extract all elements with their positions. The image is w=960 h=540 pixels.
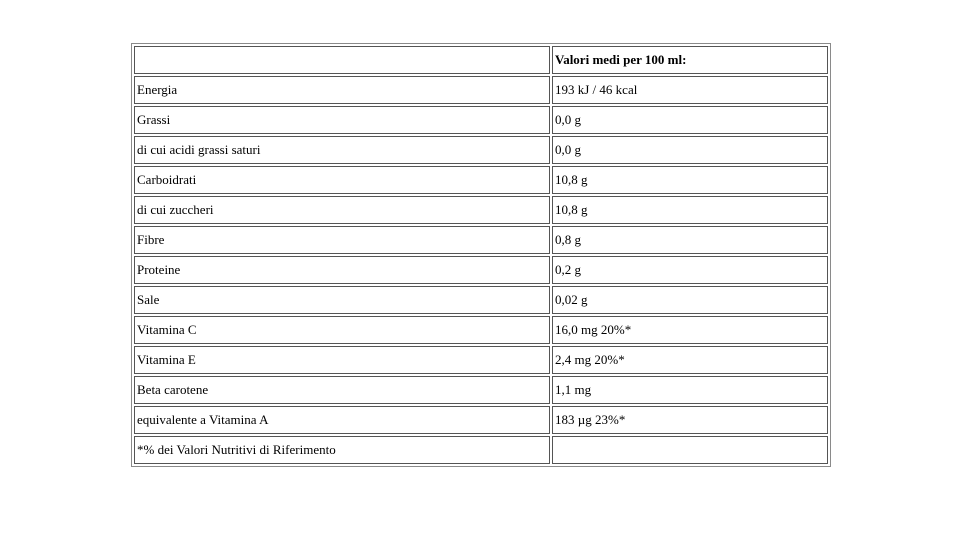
row-value: 10,8 g (552, 166, 828, 194)
row-value: 183 µg 23%* (552, 406, 828, 434)
row-label: Fibre (134, 226, 550, 254)
table-row (134, 376, 828, 404)
footnote-label: *% dei Valori Nutritivi di Riferimento (134, 436, 550, 464)
footnote-value (552, 436, 828, 464)
table-row (134, 196, 828, 224)
table-row (134, 166, 828, 194)
header-label-cell (134, 46, 550, 74)
row-label: Carboidrati (134, 166, 550, 194)
row-label: di cui acidi grassi saturi (134, 136, 550, 164)
table-row (134, 286, 828, 314)
row-label: Energia (134, 76, 550, 104)
table-row (134, 406, 828, 434)
table-header-row (134, 46, 828, 74)
row-value: 10,8 g (552, 196, 828, 224)
row-label: di cui zuccheri (134, 196, 550, 224)
row-value: 0,2 g (552, 256, 828, 284)
row-value: 0,02 g (552, 286, 828, 314)
header-value-cell: Valori medi per 100 ml: (552, 46, 828, 74)
row-value: 0,8 g (552, 226, 828, 254)
nutrition-table-container (131, 43, 831, 467)
table-row (134, 256, 828, 284)
row-label: equivalente a Vitamina A (134, 406, 550, 434)
row-label: Grassi (134, 106, 550, 134)
row-value: 193 kJ / 46 kcal (552, 76, 828, 104)
row-label: Beta carotene (134, 376, 550, 404)
table-row (134, 346, 828, 374)
row-value: 0,0 g (552, 136, 828, 164)
table-row (134, 316, 828, 344)
table-row (134, 226, 828, 254)
row-label: Vitamina C (134, 316, 550, 344)
row-value: 1,1 mg (552, 376, 828, 404)
table-row (134, 136, 828, 164)
row-value: 0,0 g (552, 106, 828, 134)
row-label: Sale (134, 286, 550, 314)
nutrition-table (131, 43, 831, 467)
table-footnote-row (134, 436, 828, 464)
row-value: 16,0 mg 20%* (552, 316, 828, 344)
table-row (134, 76, 828, 104)
row-value: 2,4 mg 20%* (552, 346, 828, 374)
row-label: Vitamina E (134, 346, 550, 374)
table-row (134, 106, 828, 134)
row-label: Proteine (134, 256, 550, 284)
